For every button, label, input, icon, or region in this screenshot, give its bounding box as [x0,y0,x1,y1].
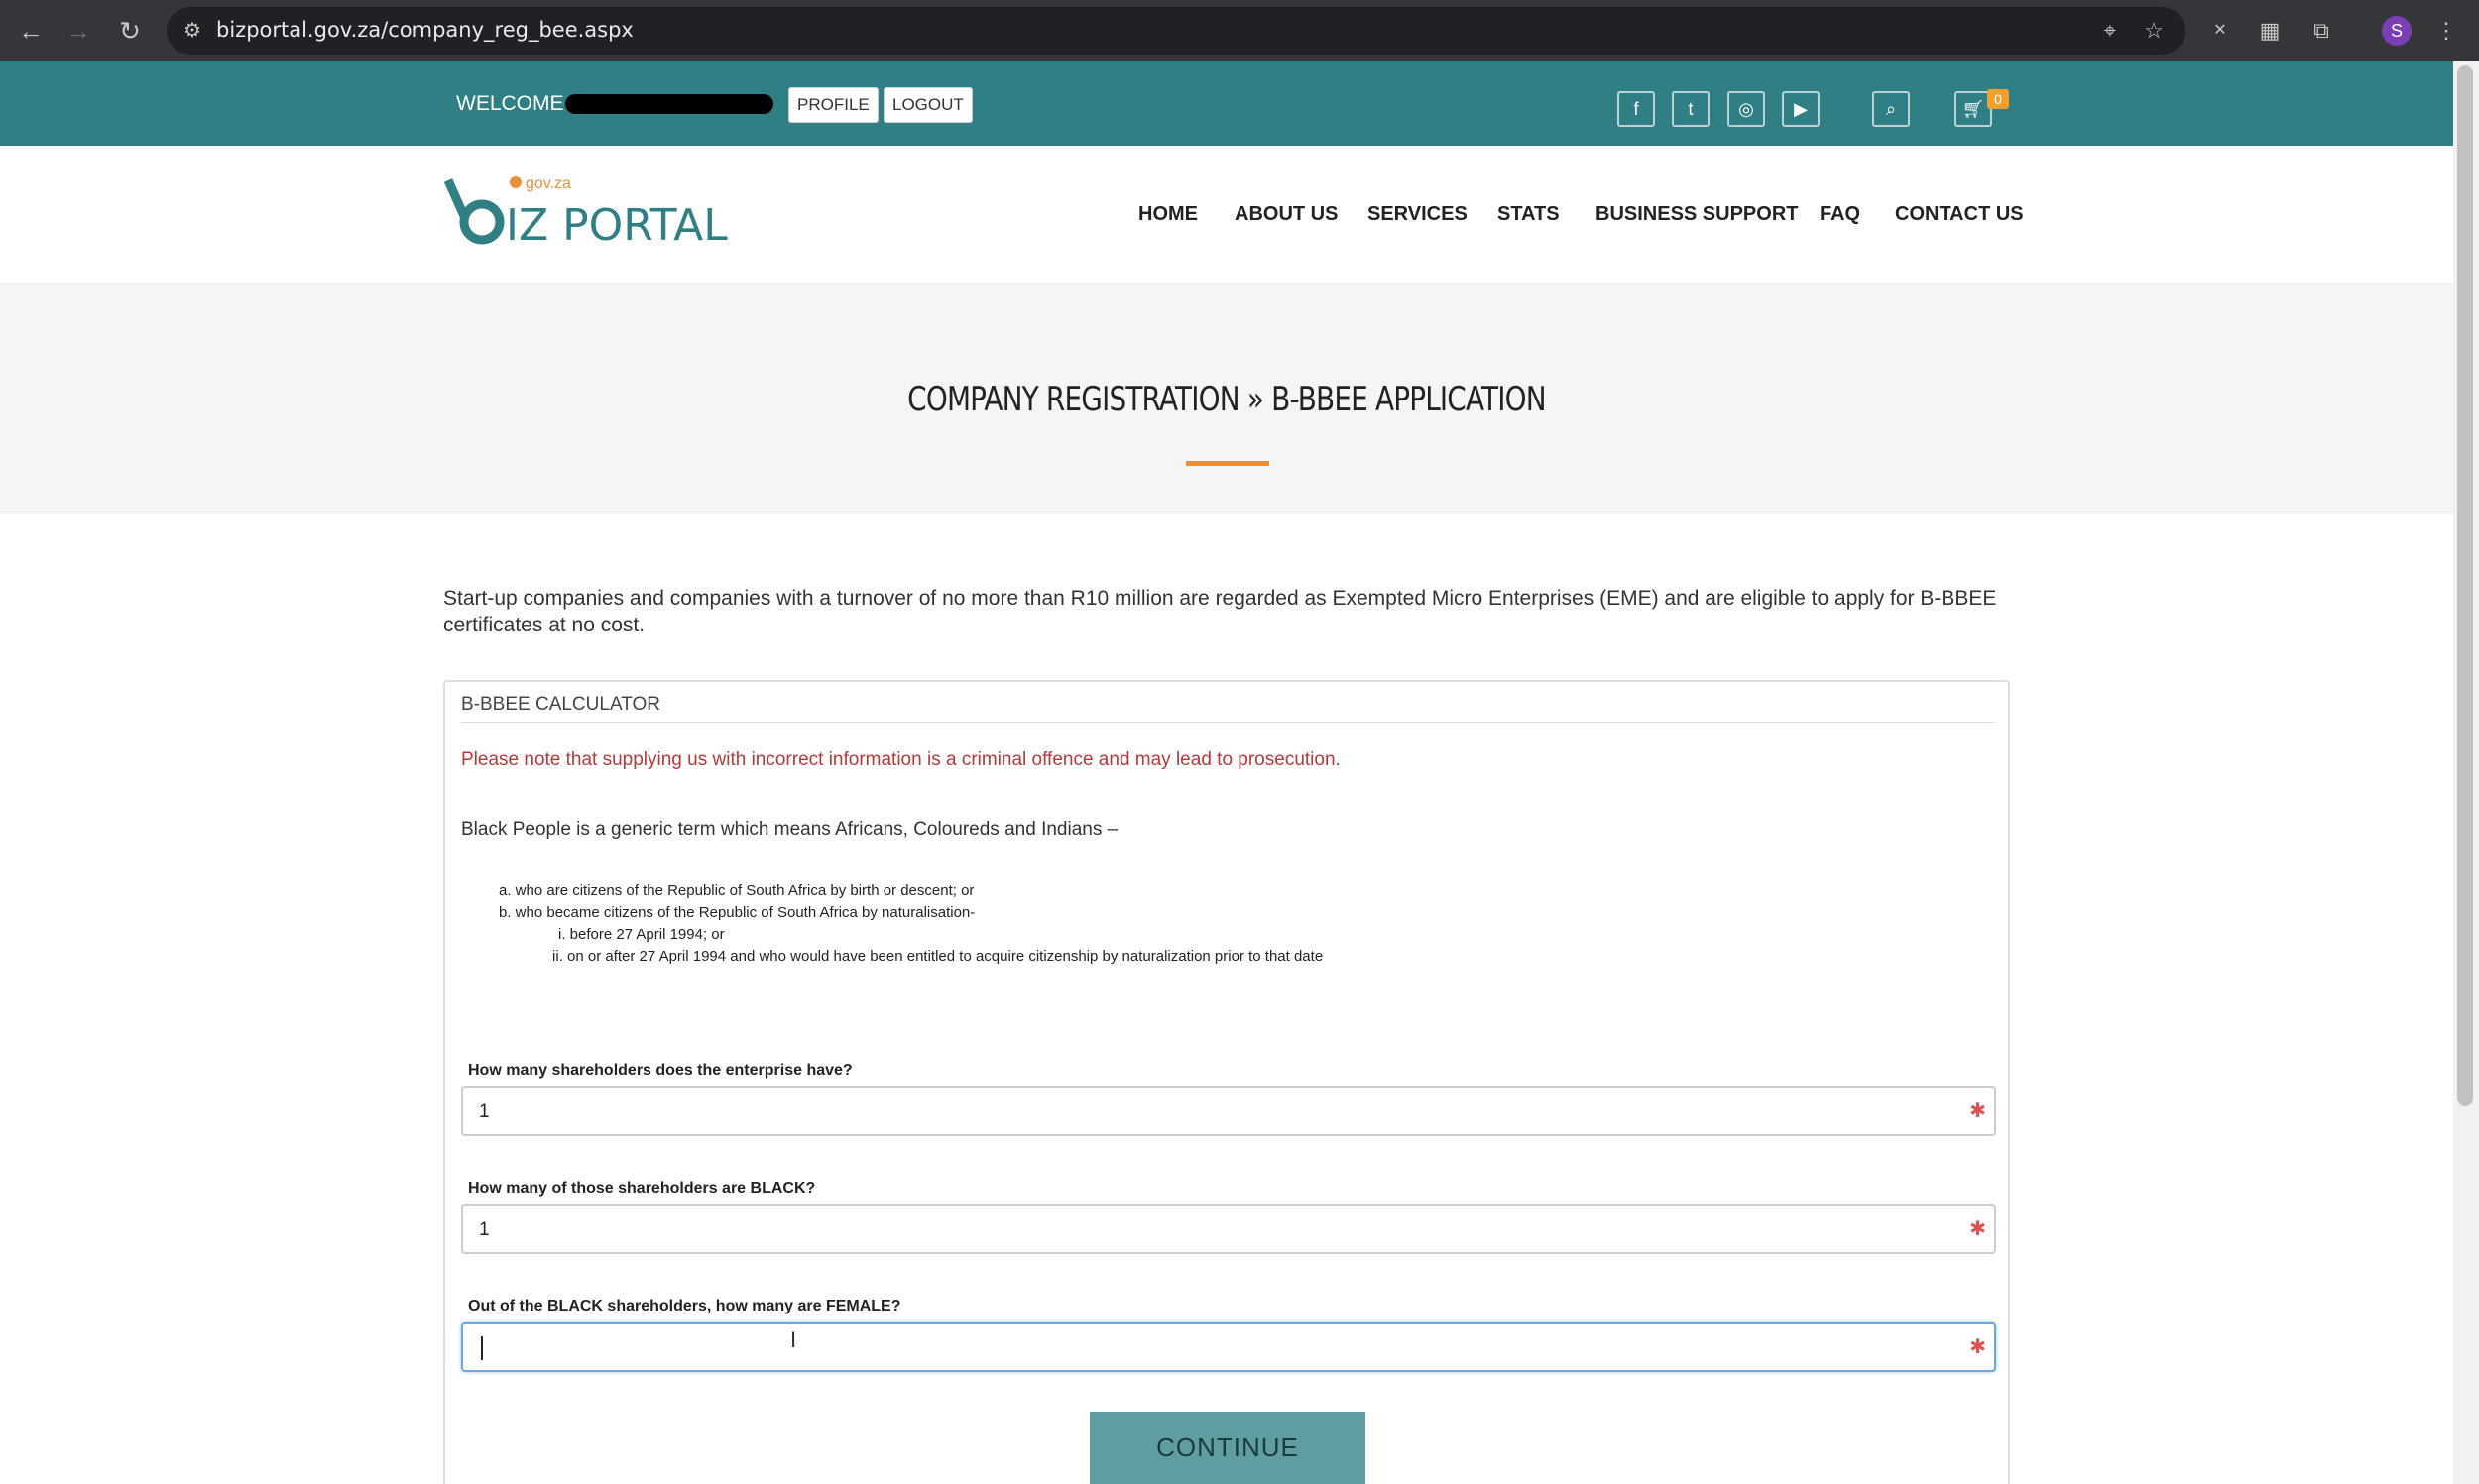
warning-text: Please note that supplying us with incorrect information is a criminal offence and may lead to prosecution. [461,749,1341,770]
logout-button[interactable]: LOGOUT [884,87,973,123]
extensions-puzzle-icon[interactable]: ⧉ [2313,18,2329,43]
profile-avatar[interactable]: S [2382,16,2412,46]
twitter-icon[interactable]: t [1672,91,1710,127]
nav-services[interactable]: SERVICES [1367,203,1468,225]
female-shareholders-input[interactable] [479,1334,1947,1362]
redacted-username [565,94,773,114]
definition-item-b-i: i. before 27 April 1994; or [558,926,725,943]
browser-toolbar [0,0,2479,61]
logo-main-text: IZ PORTAL [506,200,728,250]
intro-text: Start-up companies and companies with a turnover of no more than R10 million are regarded as Exempted Micro Enterprises (EME) and are eligible to apply for B-BBEE certificates at no cost. [443,587,1997,636]
title-underline [1186,461,1269,466]
forward-icon[interactable]: → [65,16,91,46]
nav-faq[interactable]: FAQ [1820,203,1861,225]
black-shareholders-field[interactable] [461,1204,1996,1254]
facebook-icon[interactable]: f [1617,91,1655,127]
x-extension-icon[interactable]: ✕ [2213,22,2227,39]
url-text[interactable]: bizportal.gov.za/company_reg_bee.aspx [216,18,634,42]
site-info-icon[interactable]: ⚙ [183,20,201,42]
reload-icon[interactable]: ↻ [119,16,141,46]
required-icon: ✱ [1969,1218,1986,1240]
nav-home[interactable]: HOME [1138,203,1198,225]
bookmark-star-icon[interactable]: ☆ [2144,18,2164,43]
maps-extension-icon[interactable]: ▦ [2259,18,2281,43]
text-caret [481,1336,483,1360]
nav-business-support[interactable]: BUSINESS SUPPORT [1595,203,1799,225]
scrollbar-thumb[interactable] [2457,65,2473,1106]
female-shareholders-field[interactable] [461,1322,1996,1372]
back-icon[interactable]: ← [18,16,44,46]
divider [461,722,1994,723]
site-header [0,146,2453,283]
question-black-shareholders-label: How many of those shareholders are BLACK? [468,1180,816,1197]
shareholders-input[interactable] [479,1098,1947,1126]
nav-contact-us[interactable]: CONTACT US [1895,203,2024,225]
required-icon: ✱ [1969,1336,1986,1358]
nav-stats[interactable]: STATS [1497,203,1560,225]
cart-count-badge: 0 [1987,89,2009,109]
text-cursor-icon: I [790,1327,797,1352]
browser-menu-icon[interactable]: ⋮ [2435,18,2457,43]
nav-about-us[interactable]: ABOUT US [1235,203,1339,225]
address-bar[interactable] [167,7,2185,55]
search-icon[interactable]: ⌕ [1872,91,1910,127]
required-icon: ✱ [1969,1100,1986,1122]
definition-item-a: a. who are citizens of the Republic of South Africa by birth or descent; or [499,882,975,899]
definition-item-b-ii: ii. on or after 27 April 1994 and who would have been entitled to acquire citizenship by naturalization prior to that date [552,948,1324,965]
cart-icon[interactable]: 🛒︎ [1954,91,1992,127]
continue-button[interactable]: CONTINUE [1090,1412,1365,1484]
bbbee-calculator-panel [443,680,2010,1484]
black-people-definition: Black People is a generic term which means Africans, Coloureds and Indians – [461,819,1119,840]
question-shareholders-label: How many shareholders does the enterprise have? [468,1062,853,1079]
bizportal-logo[interactable] [444,171,732,250]
page-banner [0,285,2453,514]
location-icon[interactable]: ⌖ [2103,18,2117,43]
shareholders-field[interactable] [461,1086,1996,1136]
black-shareholders-input[interactable] [479,1216,1947,1244]
logo-sup-text: gov.za [526,175,571,192]
page-title: COMPANY REGISTRATION » B-BBEE APPLICATION [907,380,1546,419]
question-female-shareholders-label: Out of the BLACK shareholders, how many are FEMALE? [468,1298,901,1314]
profile-button[interactable]: PROFILE [788,87,879,123]
youtube-icon[interactable]: ▶ [1782,91,1820,127]
definition-item-b: b. who became citizens of the Republic of South Africa by naturalisation- [499,904,976,921]
instagram-icon[interactable]: ◎ [1727,91,1765,127]
top-bar [0,61,2453,146]
welcome-text: WELCOME [456,92,564,115]
calculator-title: B-BBEE CALCULATOR [461,694,660,715]
